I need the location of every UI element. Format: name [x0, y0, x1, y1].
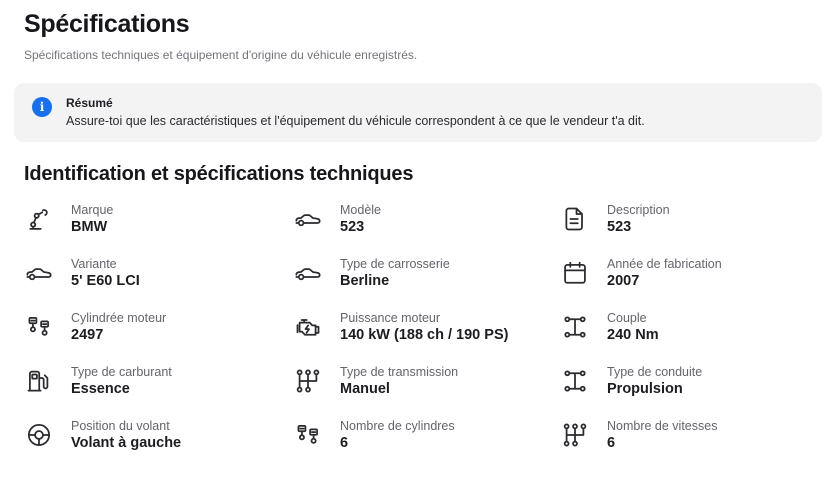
spec-value: 6 — [607, 435, 616, 451]
info-icon: i — [32, 97, 52, 117]
spec-item-position-volant — [24, 414, 293, 456]
spec-label: Type de conduite — [607, 365, 703, 379]
spec-label: Nombre de cylindres — [340, 419, 455, 433]
spec-item-nombre-cylindres — [293, 414, 560, 456]
spec-item-cylindree-moteur — [24, 306, 293, 348]
spec-item-modele — [293, 198, 560, 240]
pistons-icon — [24, 312, 54, 342]
engine-icon — [293, 312, 323, 342]
spec-label: Modèle — [340, 203, 381, 217]
spec-value: 5' E60 LCI — [71, 273, 140, 289]
steering-wheel-icon — [24, 420, 54, 450]
spec-label: Marque — [71, 203, 114, 217]
spec-value: 6 — [340, 435, 349, 451]
spec-grid — [24, 198, 812, 456]
spec-label: Année de fabrication — [607, 257, 722, 271]
pistons-icon — [293, 420, 323, 450]
spec-label: Puissance moteur — [340, 311, 441, 325]
drivetrain-icon — [560, 366, 590, 396]
drivetrain-icon — [560, 312, 590, 342]
spec-item-variante — [24, 252, 293, 294]
spec-item-type-carrosserie — [293, 252, 560, 294]
spec-value: 2007 — [607, 273, 640, 289]
spec-value: 2497 — [71, 327, 104, 343]
spec-item-annee-fabrication — [560, 252, 812, 294]
spec-item-type-carburant — [24, 360, 293, 402]
spec-value: 523 — [607, 219, 632, 235]
spec-value: Volant à gauche — [71, 435, 182, 451]
spec-label: Type de carrosserie — [340, 257, 450, 271]
spec-value: BMW — [71, 219, 108, 235]
spec-value: Manuel — [340, 381, 390, 397]
spec-item-type-transmission — [293, 360, 560, 402]
spec-label: Type de carburant — [71, 365, 172, 379]
summary-body: Assure-toi que les caractéristiques et l'équipement du véhicule correspondent à ce que le vendeur t'a dit. — [66, 114, 645, 128]
spec-item-couple — [560, 306, 812, 348]
spec-label: Variante — [71, 257, 117, 271]
spec-item-marque — [24, 198, 293, 240]
spec-value: Berline — [340, 273, 390, 289]
summary-info-box — [14, 83, 822, 142]
page-title: Spécifications — [24, 10, 190, 38]
gearshift-icon — [293, 366, 323, 396]
spec-item-puissance-moteur — [293, 306, 560, 348]
spec-value: 523 — [340, 219, 365, 235]
car-icon — [293, 204, 323, 234]
spec-label: Nombre de vitesses — [607, 419, 718, 433]
spec-label: Position du volant — [71, 419, 170, 433]
spec-value: 240 Nm — [607, 327, 659, 343]
car-icon — [293, 258, 323, 288]
spec-label: Cylindrée moteur — [71, 311, 167, 325]
spec-value: 140 kW (188 ch / 190 PS) — [340, 327, 509, 343]
page-subtitle: Spécifications techniques et équipement d'origine du véhicule enregistrés. — [24, 48, 418, 62]
spec-item-nombre-vitesses — [560, 414, 812, 456]
summary-title: Résumé — [66, 96, 113, 110]
robot-arm-icon — [24, 204, 54, 234]
fuel-pump-icon — [24, 366, 54, 396]
spec-value: Propulsion — [607, 381, 683, 397]
spec-label: Type de transmission — [340, 365, 459, 379]
car-icon — [24, 258, 54, 288]
spec-label: Description — [607, 203, 670, 217]
spec-item-type-conduite — [560, 360, 812, 402]
calendar-icon — [560, 258, 590, 288]
document-icon — [560, 204, 590, 234]
spec-item-description — [560, 198, 812, 240]
spec-value: Essence — [71, 381, 130, 397]
section-heading: Identification et spécifications techniques — [24, 163, 414, 185]
gearshift-icon — [560, 420, 590, 450]
spec-label: Couple — [607, 311, 647, 325]
